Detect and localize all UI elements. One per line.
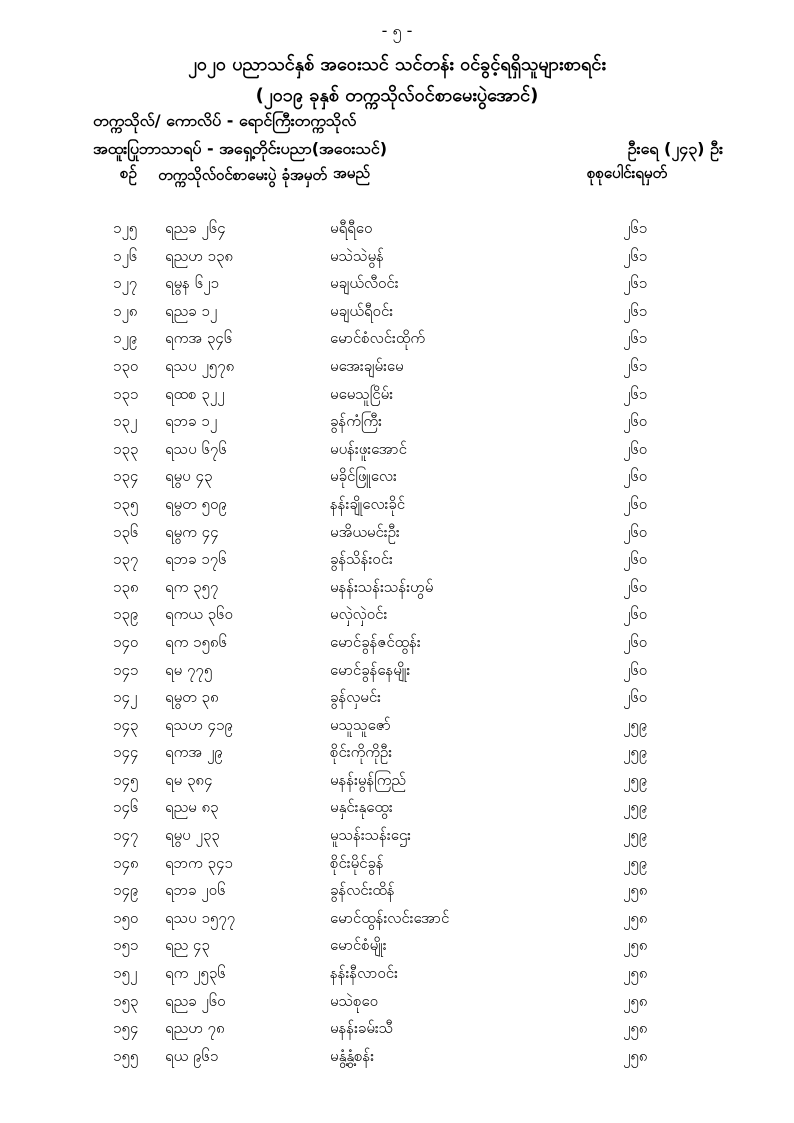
roll-cell: ရဘခ ၁၇၆ [165,550,227,569]
table-row [0,661,794,689]
serial-cell: ၁၃၇ [113,550,139,569]
marks-cell: ၂၆၀ [623,522,648,541]
name-cell: မလှဲလှဲဝင်း [330,605,388,624]
roll-cell: ရမွတ ၃၈ [165,688,219,707]
column-header-serial: စဉ် [120,164,137,182]
marks-cell: ၂၆၀ [623,412,648,431]
name-cell: စိုင်းမိုင်ခွန် [330,853,384,872]
serial-cell: ၁၃၀ [113,356,139,375]
serial-cell: ၁၃၈ [113,577,139,596]
roll-cell: ရညခ ၂၆၄ [165,219,226,237]
name-cell: မခိုင်ဖြူလေး [330,467,397,486]
roll-cell: ရဘခ ၁၂ [165,412,218,431]
roll-cell: ရမွပ ၂၃၃ [165,826,220,845]
roll-cell: ရမွက ၄၄ [165,522,219,541]
roll-cell: ရသပ ၆၇၆ [165,439,227,458]
name-cell: မနွံ့နွံ့စန်း [330,1046,375,1065]
name-cell: မပန်းဖူးအောင် [330,439,407,458]
column-header-roll: တက္ကသိုလ်ဝင်စာမေးပွဲ ခုံအမှတ် [158,166,327,184]
marks-cell: ၂၆၀ [623,577,648,596]
marks-cell: ၂၆၀ [623,632,648,651]
table-row [0,992,794,1020]
serial-cell: ၁၃၆ [113,522,139,541]
name-cell: မအိယမင်းဦး [330,522,400,541]
table-row [0,771,794,799]
serial-cell: ၁၄၂ [113,688,138,707]
table-row [0,495,794,523]
table-row [0,633,794,661]
roll-cell: ရညခ ၂၆၀ [165,991,226,1010]
column-headers [0,162,794,212]
column-header-name: အမည် [333,164,370,182]
column-header-marks: စုစုပေါင်းရမှတ် [587,164,668,182]
roll-cell: ရမ ၃၈၄ [165,770,213,789]
name-cell: မောင်စံမျိုး [330,936,387,955]
serial-cell: ၁၃၄ [113,467,139,486]
table-row [0,357,794,385]
serial-cell: ၁၄၄ [113,743,139,762]
table-row [0,605,794,633]
serial-cell: ၁၂၆ [113,246,138,265]
roll-cell: ရမွတ ၅၀၉ [165,494,227,513]
university-line: တက္ကသိုလ်/ ကောလိပ် - ‌ရောင်ကြီးတက္ကသိုလ် [93,111,357,130]
roll-cell: ရသပ ၁၅၇၇ [165,908,236,927]
table-row [0,578,794,606]
marks-cell: ၂၆၁ [623,274,648,293]
roll-cell: ရမွန ၆၂၁ [165,274,219,293]
roll-cell: ရသဟ ၄၁၉ [165,715,233,734]
name-cell: မနန်းသန်းသန်းဟွမ် [330,577,434,596]
table-row [0,881,794,909]
roll-cell: ရညခ ၁၂ [165,301,218,320]
name-cell: မအေးချမ်းမေ [330,356,404,375]
serial-cell: ၁၄၁ [113,660,139,679]
table-row [0,302,794,330]
table-row [0,716,794,744]
marks-cell: ၂၅၉ [623,715,648,734]
name-cell: ခွန်လှမင်း [330,688,381,707]
name-cell: စိုင်းကိုကိုဦး [330,743,393,762]
marks-cell: ၂၆၁ [623,384,648,403]
table-row [0,247,794,275]
table-row [0,826,794,854]
serial-cell: ၁၄၉ [113,881,139,900]
serial-cell: ၁၃၃ [113,439,139,458]
marks-cell: ၂၆၀ [623,467,648,486]
name-cell: မနှင်းနုထွေး [330,798,393,817]
marks-cell: ၂၆၀ [623,605,648,624]
marks-cell: ၂၅၉ [623,798,648,817]
name-cell: ခွန်လင်းထိန် [330,881,395,900]
serial-cell: ၁၅၂ [113,964,138,983]
serial-cell: ၁၃၅ [113,494,139,513]
marks-cell: ၂၆၀ [623,660,648,679]
document-subtitle: (၂၀၁၉ ခုနှစ် တက္ကသိုလ်ဝင်စာမေးပွဲအောင်) [255,85,539,106]
roll-cell: ရသပ ၂၅၇၈ [165,356,235,375]
serial-cell: ၁၂၇ [113,274,138,293]
name-cell: မောင်ခွန်ဇင်ထွန်း [330,632,421,651]
marks-cell: ၂၆၀ [623,494,648,513]
roll-cell: ရက ၃၅၇ [165,577,219,596]
serial-cell: ၁၃၉ [113,605,139,624]
roll-cell: ရဘခ ၂၀၆ [165,881,226,900]
table-row [0,798,794,826]
serial-cell: ၁၄၆ [113,798,139,817]
table-row [0,219,794,247]
table-row [0,274,794,302]
table-row [0,1019,794,1047]
name-cell: နန်းချိုလေးခိုင် [330,494,406,513]
marks-cell: ၂၆၁ [623,301,648,320]
marks-cell: ၂၆၁ [623,246,648,265]
specialization-line [93,138,723,162]
name-cell: မရီရီဝေ [330,219,373,237]
name-cell: မချယ်ရီဝင်း [330,301,394,320]
marks-cell: ၂၆၀ [623,688,648,707]
table-row [0,936,794,964]
serial-cell: ၁၄၈ [113,853,139,872]
serial-cell: ၁၃၂ [113,412,138,431]
serial-cell: ၁၄၃ [113,715,139,734]
name-cell: မသဲသဲမွန် [330,246,384,265]
name-cell: နန်းနီလာဝင်း [330,964,398,983]
roll-cell: ရကအ ၂၉ [165,743,223,762]
page-number: - ၅ - [381,21,413,40]
total-count: ဦးရေ (၂၄၃) ဦး [627,139,723,158]
name-cell: မောင်စံလင်းထိုက် [330,329,426,348]
marks-cell: ၂၅၈ [623,908,648,927]
roll-cell: ရညဟ ၇၈ [165,1019,225,1038]
marks-cell: ၂၅၉ [623,743,648,762]
serial-cell: ၁၂၉ [113,329,138,348]
serial-cell: ၁၄၅ [113,770,139,789]
table-row [0,909,794,937]
marks-cell: ၂၆၁ [623,219,648,237]
name-cell: မနန်းခမ်းသီ [330,1019,394,1038]
roll-cell: ရမ ၇၇၅ [165,660,213,679]
roll-cell: ရက ၁၅၈၆ [165,632,227,651]
serial-cell: ၁၄၇ [113,826,139,845]
marks-cell: ၂၆၁ [623,356,648,375]
table-row [0,440,794,468]
marks-cell: ၂၆၀ [623,439,648,458]
table-row [0,854,794,882]
roll-cell: ရမွပ ၄၃ [165,467,213,486]
serial-cell: ၁၃၁ [113,384,139,403]
serial-cell: ၁၅၀ [113,908,139,927]
table-row [0,550,794,578]
results-table [0,219,794,1074]
serial-cell: ၁၅၁ [113,936,139,955]
name-cell: မမေသူငြိမ်း [330,384,394,403]
serial-cell: ၁၄၀ [113,632,139,651]
serial-cell: ၁၂၅ [113,219,138,237]
marks-cell: ၂၅၈ [623,1046,648,1065]
marks-cell: ၂၅၈ [623,936,648,955]
roll-cell: ရကအ ၃၄၆ [165,329,233,348]
name-cell: မသဲစုဝေ [330,991,379,1010]
serial-cell: ၁၅၅ [113,1046,139,1065]
marks-cell: ၂၅၉ [623,770,648,789]
roll-cell: ရကယ ၃၆၀ [165,605,233,624]
roll-cell: ရက ၂၅၃၆ [165,964,226,983]
table-row [0,385,794,413]
name-cell: မောင်ခွန်နေမျိုး [330,660,411,679]
roll-cell: ရည ၄၃ [165,936,210,955]
table-row [0,412,794,440]
roll-cell: ရညမ ၈၃ [165,798,219,817]
roll-cell: ရယ ၉၆၁ [165,1046,219,1065]
name-cell: ခွန်ကံကြီး [330,412,382,431]
table-row [0,329,794,357]
marks-cell: ၂၆၀ [623,550,648,569]
serial-cell: ၁၂၈ [113,301,138,320]
name-cell: မနန်းမွန်ကြည် [330,770,406,789]
serial-cell: ၁၅၃ [113,991,139,1010]
name-cell: မောင်ထွန်းလင်းအောင် [330,908,450,927]
name-cell: မူသန်းသန်းဌေး [330,826,411,845]
marks-cell: ၂၅၈ [623,881,648,900]
marks-cell: ၂၅၉ [623,853,648,872]
table-row [0,743,794,771]
table-row [0,467,794,495]
marks-cell: ၂၅၈ [623,991,648,1010]
document-title: ၂၀၂၀ ပညာသင်နှစ် အဝေးသင် သင်တန်း ဝင်ခွင့်ရရှိသူများစာရင်း [188,54,606,75]
marks-cell: ၂၅၈ [623,1019,648,1038]
marks-cell: ၂၆၁ [623,329,648,348]
serial-cell: ၁၅၄ [113,1019,139,1038]
table-row [0,688,794,716]
table-row [0,523,794,551]
roll-cell: ရဘက ၃၄၁ [165,853,233,872]
table-row [0,1047,794,1075]
roll-cell: ရညဟ ၁၃၈ [165,246,234,265]
roll-cell: ရထစ ၃၂၂ [165,384,225,403]
marks-cell: ၂၅၉ [623,826,648,845]
name-cell: မချယ်လီဝင်း [330,274,399,293]
marks-cell: ၂၅၈ [623,964,648,983]
specialization-text: အထူးပြုဘာသာရပ် - အရှေ့တိုင်းပညာ(အဝေးသင်) [93,139,388,158]
name-cell: မသူသူဇော် [330,715,391,734]
table-row [0,964,794,992]
name-cell: ခွန်သိန်းဝင်း [330,550,393,569]
